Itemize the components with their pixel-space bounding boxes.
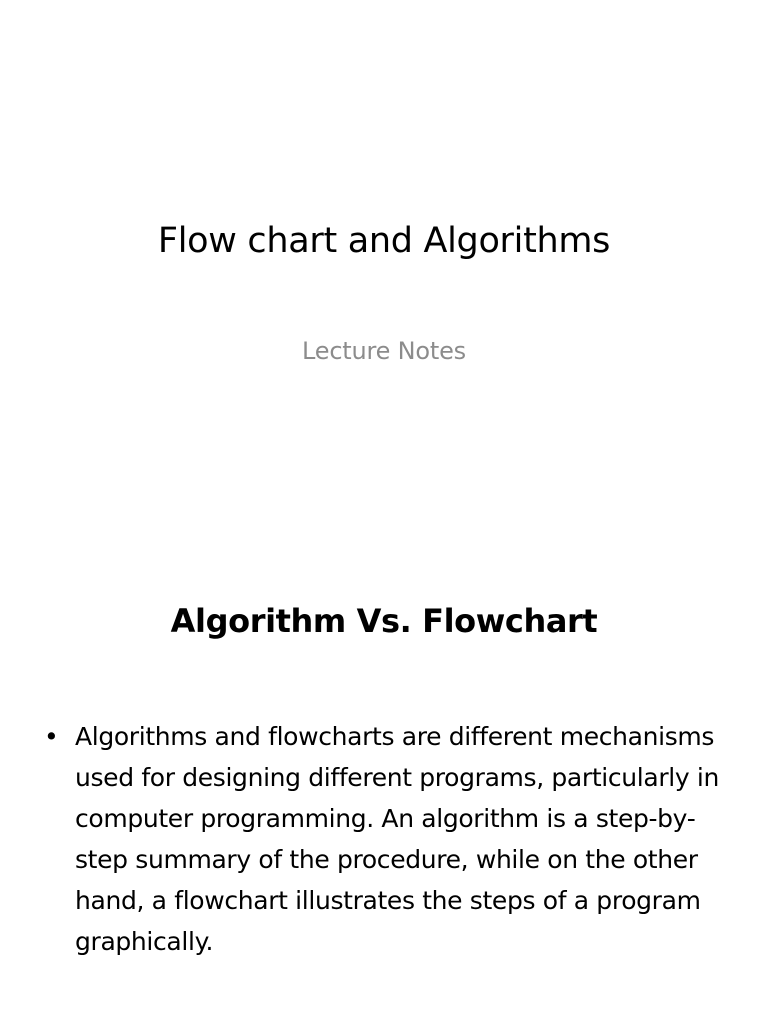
bullet-text: Algorithms and flowcharts are different mechanisms used for designing different programs, particularly in computer programming. An algorithm is a step-by-step summary of the procedure, while on the other hand, a flowchart illustrates the steps of a program graphically. — [75, 722, 719, 956]
slide-title: Flow chart and Algorithms — [157, 221, 611, 261]
slide-subtitle: Lecture Notes — [302, 337, 466, 365]
bullet-list — [44, 716, 734, 962]
bullet-icon: • — [44, 722, 59, 751]
content-slide — [0, 520, 768, 1024]
bullet-item — [44, 716, 734, 962]
slide-heading: Algorithm Vs. Flowchart — [170, 602, 598, 640]
